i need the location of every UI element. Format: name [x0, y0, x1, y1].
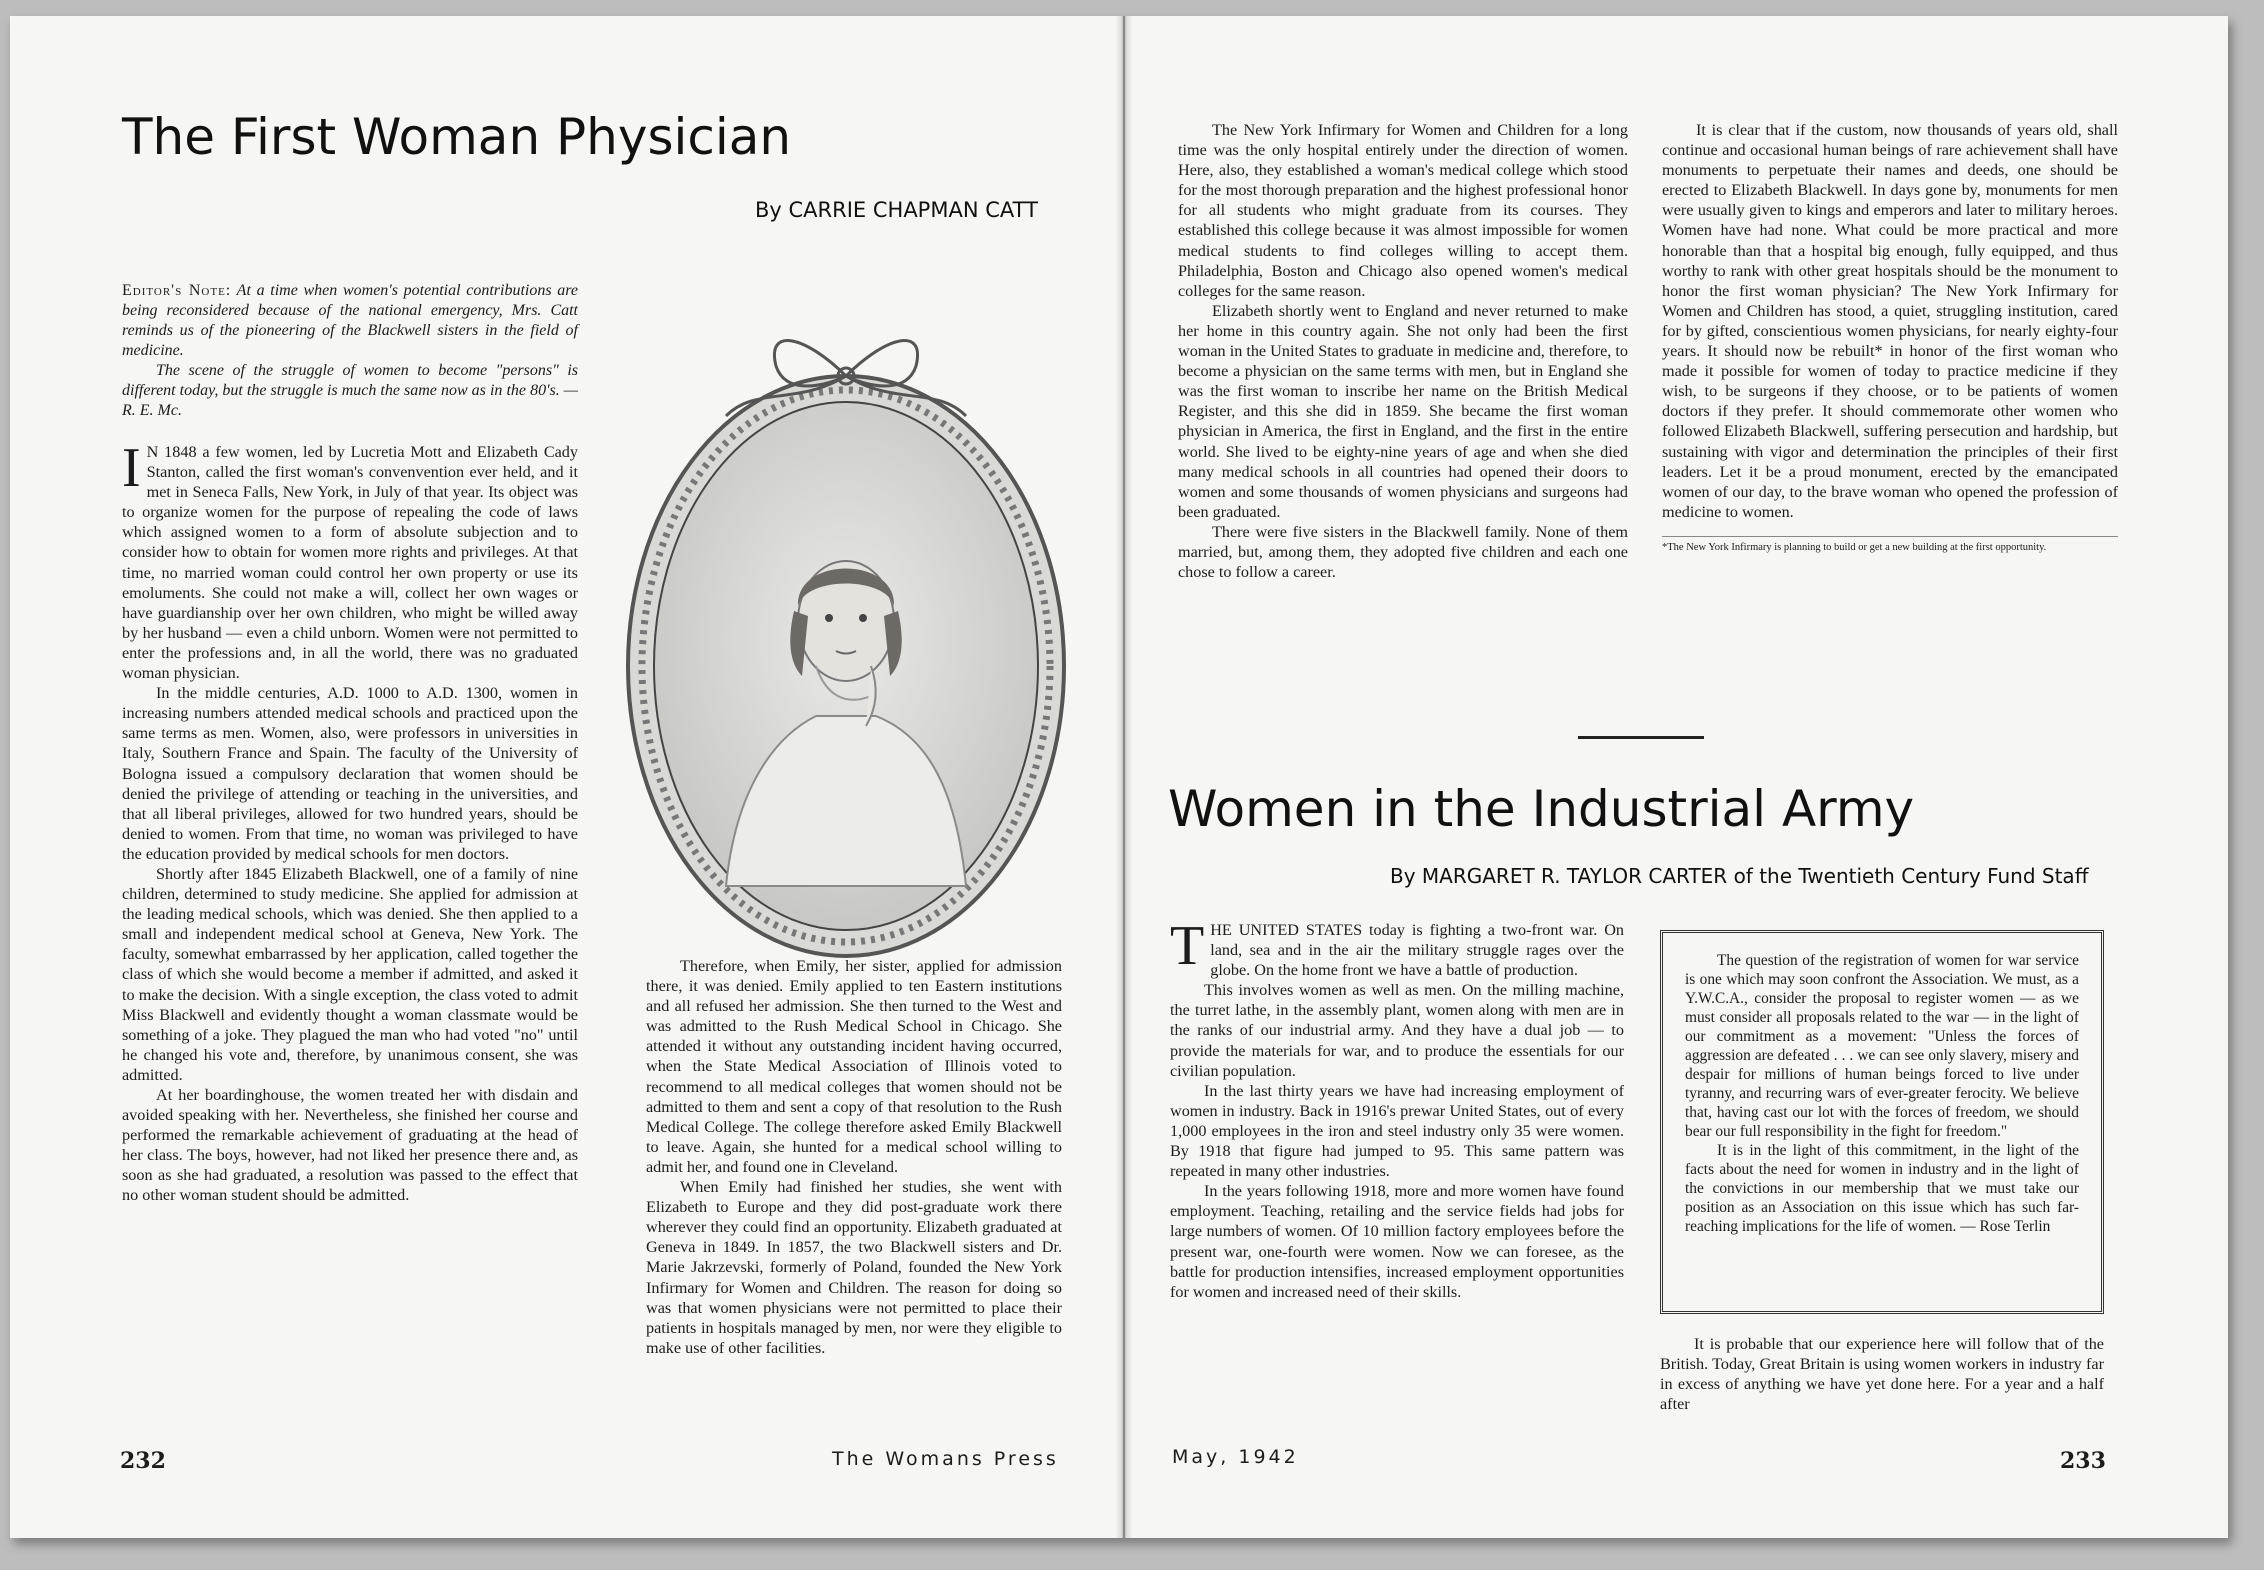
page-number-left: 232: [120, 1448, 166, 1474]
page-footer-date: May, 1942: [1172, 1446, 1299, 1468]
right-column-1: [1178, 120, 1628, 582]
paragraph: Therefore, when Emily, her sister, applied for admission there, it was denied. Emily applied to ten Eastern institutions and all refused her admission. She then turned to the West and was admitted to the Rush Medical School in Chicago. She attended it without any outstanding incident having occurred, when the State Medical Association of Illinois voted to recommend to all medical colleges that women should not be admitted to them and sent a copy of that resolution to the Rush Medical College. The college therefore asked Emily Blackwell to leave. Again, she hunted for a medical school willing to admit her, and found one in Cleveland.: [646, 957, 1062, 1176]
paragraph: Shortly after 1845 Elizabeth Blackwell, one of a family of nine children, determined to study medicine. She applied for admission at the leading medical schools, which was denied. She then applied to a small and independent medical school at Geneva, New York. The faculty, somewhat embarrassed by her application, called together the class of which she would become a member if admitted, and asked it to make the decision. With a single exception, the class voted to admit Miss Blackwell and evidently thought a woman classmate would be something of a joke. They plagued the man who had voted "no" until he changed his vote and, therefore, by unanimous consent, she was admitted.: [122, 864, 578, 1084]
paragraph: It is in the light of this commitment, in the light of the facts about the need for women in industry and in the light of the convictions in our membership that we must take our position as an Association on this issue which has such far-reaching implications for the life of women. — Rose Terlin: [1685, 1142, 2079, 1235]
right-lower-column-1: [1170, 915, 1624, 1302]
paragraph: In the last thirty years we have had increasing employment of women in industry. Back in 1916's prewar United States, out of every 1,000 employees in the iron and steel industry only 35 were women. By 1918 that figure had jumped to 95. This same pattern was repeated in many other industries.: [1170, 1081, 1624, 1181]
article-title: The First Woman Physician: [122, 108, 792, 166]
right-lower-column-2: [1660, 1334, 2104, 1414]
editors-note-text: At a time when women's potential contributions are being reconsidered because of the national emergency, Mrs. Catt reminds us of the pioneering of the Blackwell sisters in the field of medicine.: [122, 282, 578, 359]
binding-gutter: [1115, 16, 1133, 1538]
editors-note-label: Editor's Note:: [122, 282, 232, 299]
paragraph: The question of the registration of women for war service is one which may soon confront the Association. We must, as a Y.W.C.A., consider the proposal to register women — as we must consider all proposals related to the war — in the light of our commitment as a movement: "Unless the forces of aggression are defeated . . . we can see only slavery, misery and despair for millions of human beings forced to live under tyranny, and recurring wars of ever-greater ferocity. We believe that, having cast our lot with the forces of freedom, we should bear our full responsibility in the fight for freedom.": [1685, 952, 2079, 1140]
footnote: *The New York Infirmary is planning to build or get a new building at the first opportunity.: [1662, 536, 2118, 554]
paragraph: Elizabeth shortly went to England and never returned to make her home in this country again. She not only had been the first woman in the United States to graduate in medicine and, therefore, to become a physician on the same terms with men, but in England she was the first woman to inscribe her name on the British Medical Register, and this she did in 1859. She became the first woman physician in America, the first in England, and the first in the entire world. She lived to be eighty-nine years of age and when she died many medical schools in all countries had opened their doors to women and some thousands of women physicians and surgeons had been graduated.: [1178, 301, 1628, 521]
article-title-2: Women in the Industrial Army: [1168, 780, 1915, 838]
paragraph: This involves women as well as men. On the milling machine, the turret lathe, in the assembly plant, women along with men are in the ranks of our industrial army. And they have a dual job — to provide the materials for war, and to produce the essentials for our civilian population.: [1170, 981, 1624, 1080]
portrait-illustration: [616, 266, 1076, 966]
left-column-2: [646, 956, 1062, 1358]
left-column-1: [122, 437, 578, 1206]
editors-note: [122, 281, 578, 421]
paragraph: The New York Infirmary for Women and Children for a long time was the only hospital entirely under the direction of women. Here, also, they established a woman's medical college which stood for the most thorough preparation and the highest professional honor for all students who might graduate from its courses. They established this college because it was almost impossible for women medical students to find colleges willing to accept them. Philadelphia, Boston and Chicago also opened women's medical colleges for the same reason.: [1178, 121, 1628, 300]
section-divider: [1578, 736, 1704, 739]
paragraph: There were five sisters in the Blackwell family. None of them married, but, among them, they adopted five children and each one chose to follow a career.: [1178, 522, 1628, 582]
editors-note-text-2: The scene of the struggle of women to become "persons" is different today, but the struggle is much the same now as in the 80's. — R. E. Mc.: [122, 362, 578, 419]
page-footer-publication: The Womans Press: [832, 1448, 1059, 1470]
sidebar-quote-box: [1660, 930, 2104, 1314]
right-column-2: [1662, 120, 2118, 554]
paragraph: When Emily had finished her studies, she went with Elizabeth to Europe and they did post-graduate work there wherever they could find an opportunity. Elizabeth graduated at Geneva in 1849. In 1857, the two Blackwell sisters and Dr. Marie Jakrzevski, formerly of Poland, founded the New York Infirmary for Women and Children. The reason for doing so was that women physicians were not permitted to place their patients in hospitals managed by men, nor were they eligible to make use of other facilities.: [646, 1178, 1062, 1357]
drop-cap: T: [1170, 915, 1205, 977]
drop-cap: I: [122, 437, 141, 499]
paragraph: At her boardinghouse, the women treated her with disdain and avoided speaking with her. Nevertheless, she finished her course and performed the remarkable achievement of graduating at the head of her class. The boys, however, had not liked her presence there and, as soon as she had graduated, a resolution was passed to the effect that no other woman student should be admitted.: [122, 1086, 578, 1205]
paragraph: In the middle centuries, A.D. 1000 to A.D. 1300, women in increasing numbers attended medical schools and practiced upon the same terms as men. Women, also, were professors in universities in Italy, Southern France and Spain. The faculty of the University of Bologna issued a compulsory declaration that women should be denied the privilege of attending or teaching in the universities, and that all liberal privileges, allowed for two hundred years, should be denied to women. From that time, no woman was privileged to have the education provided by medical schools for men doctors.: [122, 684, 578, 863]
paragraph: N 1848 a few women, led by Lucretia Mott and Elizabeth Cady Stanton, called the first woman's convenvention ever held, and it met in Seneca Falls, New York, in July of that year. Its object was to organize women for the purpose of repealing the code of laws which assigned women to a form of absolute subjection and to consider how to obtain for women more rights and privileges. At that time, no married woman could control her own property or use its emoluments. She could not make a will, collect her own wages or have guardianship over her own children, who might be willed away by her husband — even a child unborn. Women were not permitted to enter the professions and, in all the world, there was no graduated woman physician.: [122, 443, 578, 683]
paragraph: It is clear that if the custom, now thousands of years old, shall continue and occasional human beings of rare achievement shall have monuments to perpetuate their names and deeds, one should be erected to Elizabeth Blackwell. In days gone by, monuments for men were usually given to kings and emperors and later to military heroes. Women have had none. What could be more practical and more honorable than that a hospital big enough, fully equipped, and thus worthy to rank with other great hospitals should be the monument to honor the first woman physician? The New York Infirmary for Women and Children has stood, a quiet, struggling institution, cared for by gifted, conscientious women physicians, for nearly eighty-four years. It should now be rebuilt* in honor of the first woman who made it possible for women of today to practice medicine if they wish, to be surgeons if they choose, or to be patients of women doctors if they prefer. It should commemorate other women who followed Elizabeth Blackwell, suffering persecution and hardship, but sustaining with vigor and determination the principles of their first leaders. Let it be a proud monument, erected by the emancipated women of our day, to the brave woman who opened the profession of medicine to women.: [1662, 121, 2118, 521]
paragraph: It is probable that our experience here will follow that of the British. Today, Great Britain is using women workers in industry far in excess of anything we have yet done here. For a year and a half after: [1660, 1335, 2104, 1414]
paragraph: HE UNITED STATES today is fighting a two-front war. On land, sea and in the air the military struggle rages over the globe. On the home front we have a battle of production.: [1210, 921, 1624, 980]
paragraph: In the years following 1918, more and more women have found employment. Teaching, retailing and the service fields had jobs for large numbers of women. Of 10 million factory employees before the present war, one-fourth were women. Now we can foresee, as the battle for production intensifies, increased employment opportunities for women and increased need of their skills.: [1170, 1182, 1624, 1301]
page-number-right: 233: [2060, 1448, 2106, 1474]
article-byline-2: By MARGARET R. TAYLOR CARTER of the Twentieth Century Fund Staff: [1390, 864, 2089, 888]
article-byline: By CARRIE CHAPMAN CATT: [755, 198, 1038, 222]
magazine-spread: [10, 16, 2228, 1538]
